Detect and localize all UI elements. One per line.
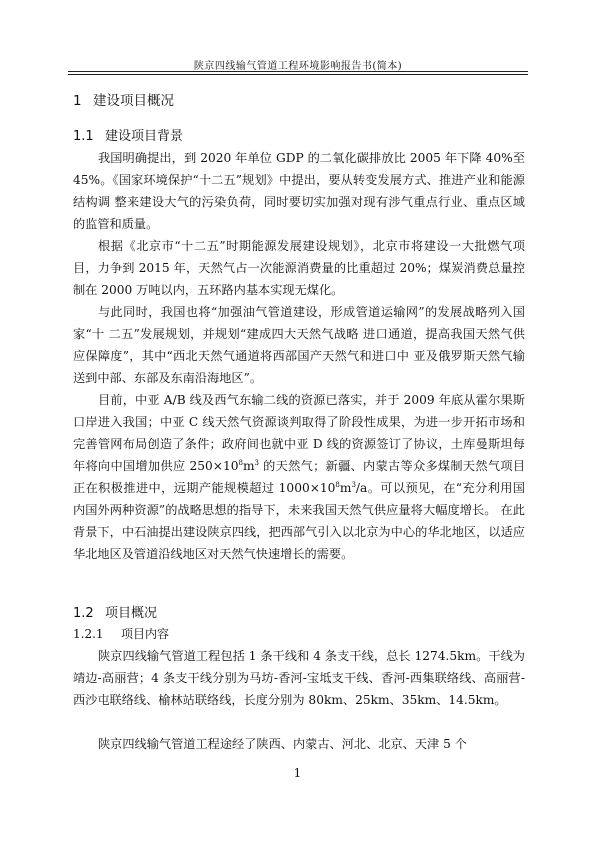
section-title: 项目概况 — [105, 606, 158, 621]
section-title: 建设项目背景 — [105, 129, 184, 144]
section-number: 1.2 — [73, 606, 94, 621]
section-number: 1.2.1 — [73, 627, 104, 641]
section-heading-1-2-1 — [73, 625, 169, 642]
paragraph: 与此同时，我国也将“加强油气管道建设，形成管道运输网”的发展战略列入国家“十 二五”发展规划，并规划“建成四大天然气战略 进口通道，提高我国天然气供应保障度”，其中“西北天然气通道将西部国产天然气和进口中 亚及俄罗斯天然气输送到中部、东部及东南沿海地区”。 — [73, 305, 525, 385]
paragraph — [73, 389, 525, 565]
superscript: 8 — [335, 480, 340, 489]
text-run: m — [339, 481, 352, 495]
paragraph: 根据《北京市“十二五”时期能源发展建设规划》，北京市将建设一大批燃气项目，力争到 2015 年，天然气占一次能源消费量的比重超过 20%；煤炭消费总量控制在 2000 万吨以内，五环路内基本实现无煤化。 — [73, 239, 525, 297]
section-heading-1-2 — [73, 602, 157, 621]
text-run: m — [242, 459, 255, 473]
text-run: 目前，中亚 A/B 线及西气东输二线的资源已落实，并于 2009 年底从霍尔果斯口岸进入我国；中亚 C 线天然气资源谈判取得了阶段性成果，为进一步开拓市场和完善管网布局创造了条件；政府间也就中亚 D 线的资源签订了协议，土库曼斯坦每年将向中国增加供应 250×10 — [73, 393, 525, 473]
header-rule-thin — [68, 74, 528, 75]
section-number: 1.1 — [73, 129, 94, 144]
section-number: 1 — [73, 93, 82, 109]
running-header: 陕京四线输气管道工程环境影响报告书(简本) — [193, 61, 403, 72]
text-run: /a。可以预见，在“充分利用国内国外两种资源”的战略思想的指导下，未来我国天然气供应量将大幅度增长。 在此背景下，中石油提出建设陕京四线，把西部气引入以北京为中心的华北地区，以适应华北地区及管道沿线地区对天然气快速增长的需要。 — [73, 481, 525, 561]
superscript: 3 — [351, 480, 356, 489]
superscript: 8 — [238, 458, 243, 467]
header-rule — [68, 71, 528, 72]
paragraph: 我国明确提出，到 2020 年单位 GDP 的二氧化碳排放比 2005 年下降 40%至 45%。《国家环境保护“十二五”规划》中提出，要从转变发展方式、推进产业和能源结构调 整来建设大气的污染负荷，同时要切实加强对现有涉气重点行业、重点区域的监管和质量。 — [73, 151, 525, 231]
section-title: 建设项目概况 — [93, 93, 174, 109]
text-run: 的天然气；新疆、内蒙古等众多煤制天然气项目正在积极推进中，远期产能规模超过 1000×10 — [73, 459, 526, 495]
page-number: 1 — [293, 766, 302, 780]
superscript: 3 — [254, 458, 259, 467]
paragraph: 陕京四线输气管道工程途经了陕西、内蒙古、河北、北京、天津 5 个 — [98, 737, 467, 751]
section-heading-1-1 — [73, 125, 183, 144]
paragraph: 陕京四线输气管道工程包括 1 条干线和 4 条支干线，总长 1274.5km。干线为靖边-高丽营；4 条支干线分别为马坊-香河-宝坻支干线、香河-西集联络线、高丽营-西沙屯联络线、榆林站联络线，长度分别为 80km、25km、35km、14.5km。 — [73, 649, 525, 707]
section-title: 项目内容 — [121, 627, 170, 641]
section-heading-1 — [73, 89, 174, 109]
